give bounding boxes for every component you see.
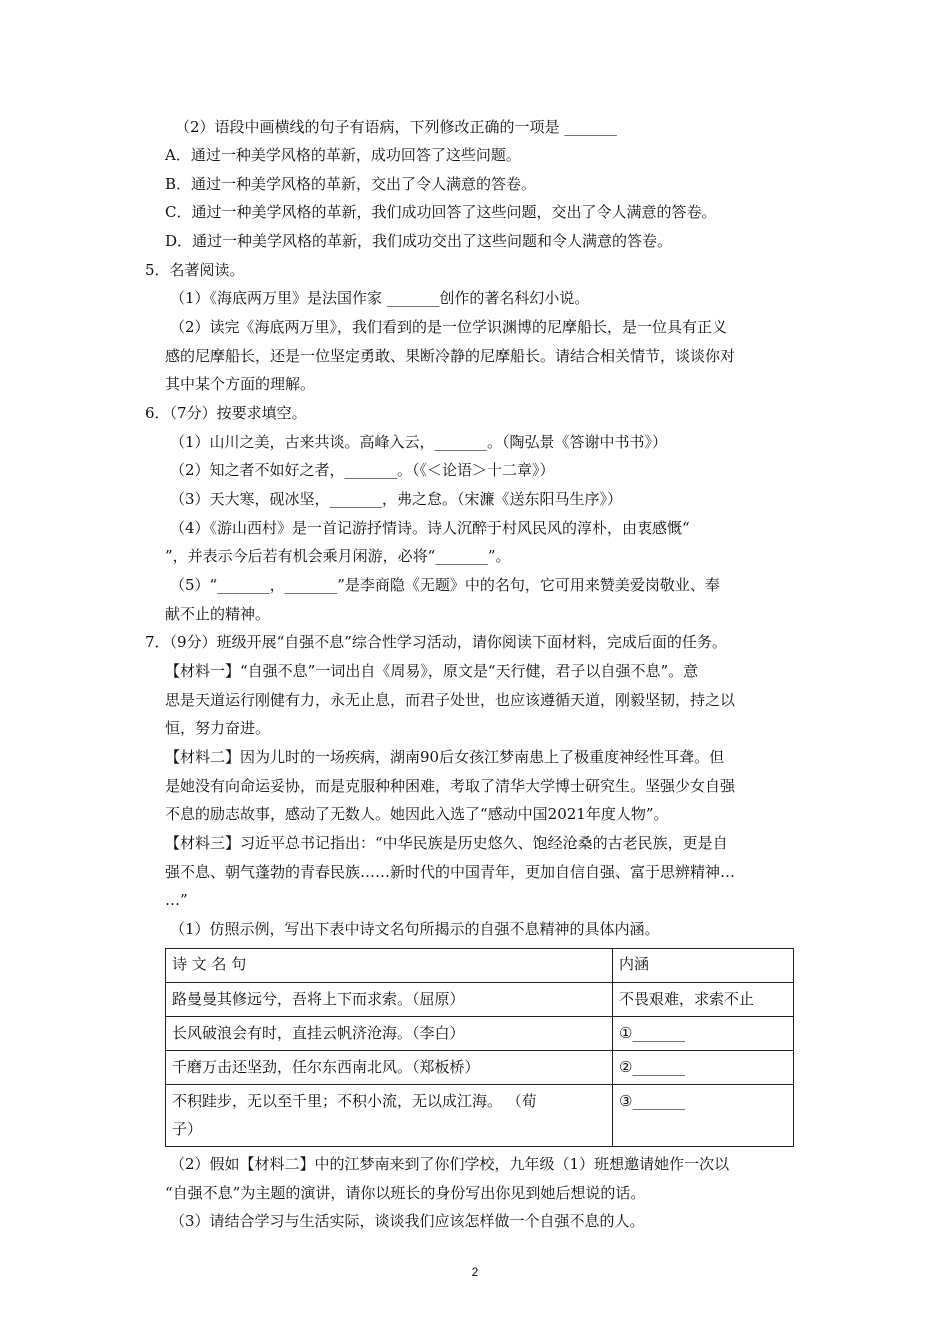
- q7-sub3: （3）请结合学习与生活实际，谈谈我们应该怎样做一个自强不息的人。: [170, 1212, 645, 1230]
- q7-material2-line1: 【材料二】因为儿时的一场疾病，湖南90后女孩江梦南患上了极重度神经性耳聋。但: [165, 748, 725, 766]
- q7-material3-line2: 强不息、朝气蓬勃的青春民族……新时代的中国青年，更加自信自强、富于思辨精神…: [165, 863, 736, 881]
- table-cell-verse: 路曼曼其修远兮，吾将上下而求索。（屈原）: [166, 983, 613, 1017]
- q4-option-d: D．通过一种美学风格的革新，我们成功交出了这些问题和令人满意的答卷。: [165, 232, 673, 250]
- q7-sub2-line1: （2）假如【材料二】中的江梦南来到了你们学校，九年级（1）班想邀请她作一次以: [170, 1155, 730, 1173]
- q6-sub1: （1）山川之美，古来共谈。高峰入云，_______。（陶弘景《答谢中书书》）: [170, 433, 668, 451]
- q6-sub4-line1: （4）《游山西村》是一首记游抒情诗。诗人沉醉于村风民风的淳朴，由衷感慨“: [170, 519, 690, 537]
- q5-title: 5．名著阅读。: [145, 261, 245, 279]
- q7-sub2-line2: “自强不息”为主题的演讲，请你以班长的身份写出你见到她后想说的话。: [165, 1184, 646, 1202]
- table-cell-meaning: ①_______: [613, 1017, 794, 1051]
- q7-material2-line3: 不息的励志故事，感动了无数人。她因此入选了“感动中国2021年度人物”。: [165, 805, 669, 823]
- table-cell-verse: 千磨万击还坚劲，任尔东西南北风。（郑板桥）: [166, 1051, 613, 1085]
- q4-option-b: B．通过一种美学风格的革新，交出了令人满意的答卷。: [165, 175, 537, 193]
- q5-sub1: （1）《海底两万里》是法国作家 _______创作的著名科幻小说。: [170, 289, 590, 307]
- q7-material3-line3: …”: [165, 891, 188, 909]
- table-cell-verse: [166, 1085, 613, 1147]
- verse-meaning-table: [165, 948, 794, 1147]
- q5-sub2-line2: 感的尼摩船长，还是一位坚定勇敢、果断冷静的尼摩船长。请结合相关情节，谈谈你对: [165, 347, 736, 365]
- q7-material1-line2: 思是天道运行刚健有力，永无止息，而君子处世，也应该遵循天道，刚毅坚韧，持之以: [165, 691, 736, 709]
- q6-sub5-line2: 献不止的精神。: [165, 605, 271, 623]
- table-cell-verse: 长风破浪会有时，直挂云帆济沧海。（李白）: [166, 1017, 613, 1051]
- q6-sub3: （3）天大寒，砚冰坚，_______，弗之怠。（宋濂《送东阳马生序》）: [170, 490, 623, 508]
- table-header-row: [166, 949, 794, 983]
- q6-sub4-line2: ”，并表示今后若有机会乘月闲游，必将“_______”。: [165, 547, 511, 565]
- table-cell-meaning: ②_______: [613, 1051, 794, 1085]
- q5-sub2-line3: 其中某个方面的理解。: [165, 375, 316, 393]
- q6-sub2: （2）知之者不如好之者，_______。（《＜论语＞十二章》）: [170, 461, 555, 479]
- q4-sub2: （2）语段中画横线的句子有语病，下列修改正确的一项是 _______: [175, 118, 617, 136]
- q6-title: 6．（7分）按要求填空。: [145, 404, 307, 422]
- q7-material2-line2: 是她没有向命运妥协，而是克服种种困难，考取了清华大学博士研究生。坚强少女自强: [165, 777, 736, 795]
- q6-sub5-line1: （5）“_______，_______”是李商隐《无题》中的名句，它可用来赞美爱岗敬业、奉: [170, 576, 720, 594]
- q4-option-a: A．通过一种美学风格的革新，成功回答了这些问题。: [165, 146, 521, 164]
- table-row: [166, 1017, 794, 1051]
- table-row: [166, 1085, 794, 1147]
- q7-material1-line3: 恒，努力奋进。: [165, 719, 271, 737]
- table-cell-meaning: 不畏艰难，求索不止: [613, 983, 794, 1017]
- q5-sub2-line1: （2）读完《海底两万里》，我们看到的是一位学识渊博的尼摩船长，是一位具有正义: [170, 318, 728, 336]
- q4-option-c: C．通过一种美学风格的革新，我们成功回答了这些问题，交出了令人满意的答卷。: [165, 203, 717, 221]
- table-row: [166, 983, 794, 1017]
- table-header-verse: 诗 文 名 句: [166, 949, 613, 983]
- q7-sub1: （1）仿照示例，写出下表中诗文名句所揭示的自强不息精神的具体内涵。: [170, 920, 660, 938]
- table-cell-verse-line2: 子）: [172, 1120, 203, 1138]
- q7-material1-line1: 【材料一】“自强不息”一词出自《周易》，原文是“天行健，君子以自强不息”。意: [165, 662, 699, 680]
- page-number: 2: [471, 1265, 479, 1279]
- table-row: [166, 1051, 794, 1085]
- q7-title: 7．（9分）班级开展“自强不息”综合性学习活动，请你阅读下面材料，完成后面的任务。: [145, 633, 727, 651]
- table-cell-meaning: ③_______: [613, 1085, 794, 1147]
- table-cell-verse-line1: 不积跬步，无以至千里；不积小流，无以成江海。 （荀: [172, 1092, 537, 1110]
- q7-material3-line1: 【材料三】习近平总书记指出：“中华民族是历史悠久、饱经沧桑的古老民族，更是自: [165, 834, 728, 852]
- table-header-meaning: 内涵: [613, 949, 794, 983]
